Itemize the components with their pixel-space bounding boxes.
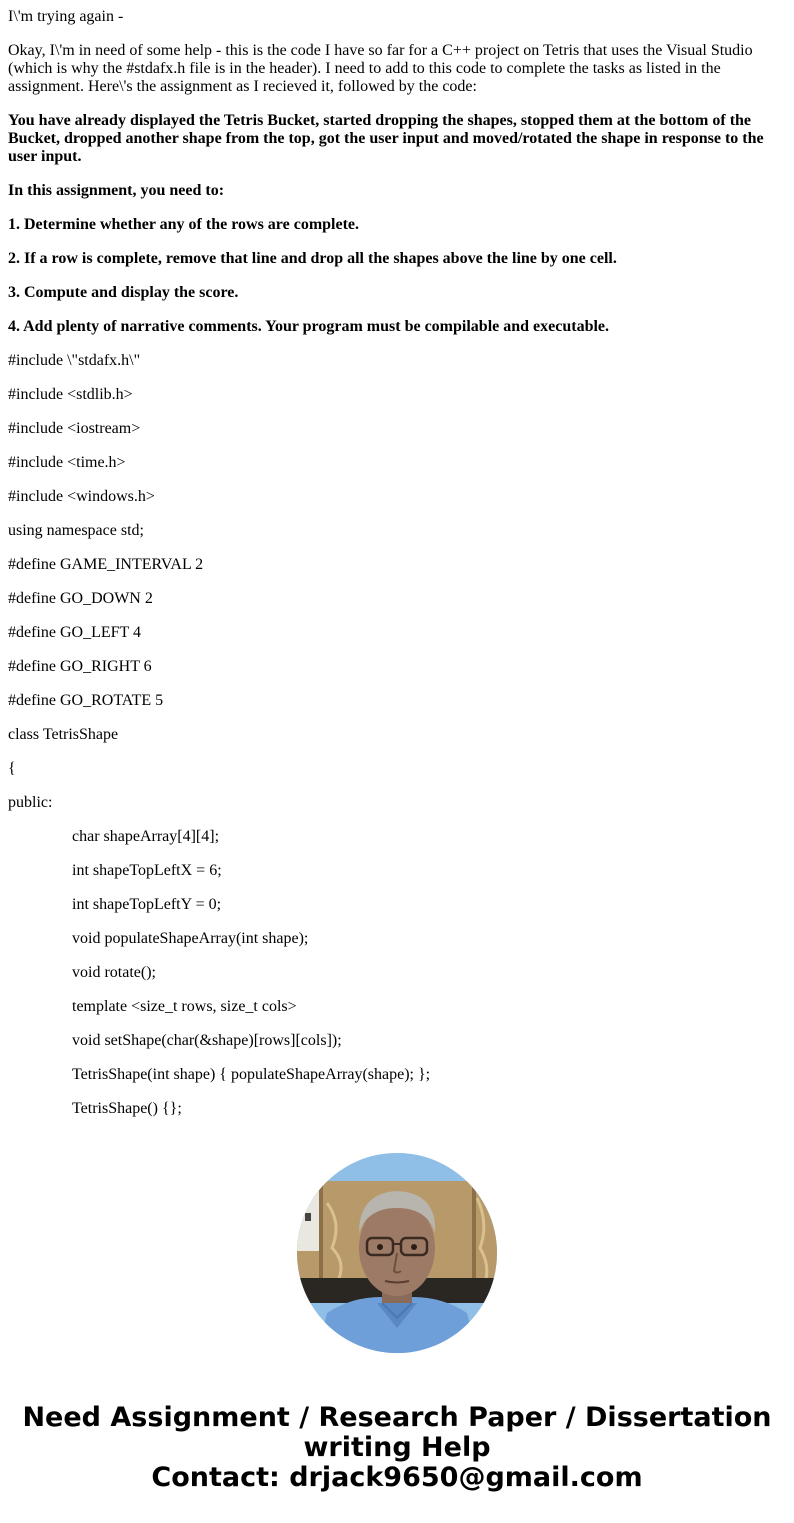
promo-contact: Contact: drjack9650@gmail.com	[151, 1462, 643, 1493]
promo-line-1: Need Assignment / Research Paper / Dissertation	[22, 1402, 772, 1433]
task-item: 2. If a row is complete, remove that line and drop all the shapes above the line by one cell.	[8, 250, 617, 267]
task-item: 4. Add plenty of narrative comments. Your program must be compilable and executable.	[8, 318, 610, 335]
code-block	[8, 352, 786, 1118]
code-line: public:	[8, 794, 53, 811]
promo-line-2: writing Help	[303, 1432, 491, 1463]
code-line-indented: template <size_t rows, size_t cols>	[72, 998, 297, 1015]
intro-text: I\'m trying again -	[8, 8, 124, 25]
promo-banner	[0, 1403, 794, 1493]
code-line: #define GO_RIGHT 6	[8, 658, 152, 675]
code-line: #include <stdlib.h>	[8, 386, 133, 403]
code-line: #define GO_LEFT 4	[8, 624, 142, 641]
code-line-indented: TetrisShape() {};	[72, 1100, 182, 1117]
code-line: #define GAME_INTERVAL 2	[8, 556, 204, 573]
assignment-heading: In this assignment, you need to:	[8, 182, 225, 199]
code-line: #define GO_ROTATE 5	[8, 692, 164, 709]
code-line: #define GO_DOWN 2	[8, 590, 153, 607]
description-text: Okay, I\'m in need of some help - this is the code I have so far for a C++ project on Tetris that uses the Visual Studio (which is why the #stdafx.h file is in the header). I need to add to this code to complete the tasks as listed in the assignment. Here\'s the assignment as I recieved it, followed by the code:	[8, 42, 753, 95]
task-item: 3. Compute and display the score.	[8, 284, 239, 301]
person-portrait-icon	[297, 1153, 497, 1353]
task-item: 1. Determine whether any of the rows are complete.	[8, 216, 360, 233]
code-line-indented: char shapeArray[4][4];	[72, 828, 220, 845]
code-line: class TetrisShape	[8, 726, 119, 743]
question-body	[8, 8, 786, 1134]
code-line-indented: void populateShapeArray(int shape);	[72, 930, 309, 947]
code-line: {	[8, 760, 16, 777]
code-line-indented: void setShape(char(&shape)[rows][cols]);	[72, 1032, 342, 1049]
code-line-indented: int shapeTopLeftY = 0;	[72, 896, 222, 913]
code-line-indented: TetrisShape(int shape) { populateShapeArray(shape); };	[72, 1066, 431, 1083]
code-line: #include <windows.h>	[8, 488, 155, 505]
code-line: #include <time.h>	[8, 454, 126, 471]
assignment-context: You have already displayed the Tetris Bucket, started dropping the shapes, stopped them at the bottom of the Bucket, dropped another shape from the top, got the user input and moved/rotated the shape in response to the user input.	[8, 112, 764, 165]
code-line-indented: int shapeTopLeftX = 6;	[72, 862, 222, 879]
code-line: #include <iostream>	[8, 420, 141, 437]
avatar	[297, 1153, 497, 1353]
code-line: using namespace std;	[8, 522, 144, 539]
code-line-indented: void rotate();	[72, 964, 156, 981]
code-line: #include \"stdafx.h\"	[8, 352, 141, 369]
